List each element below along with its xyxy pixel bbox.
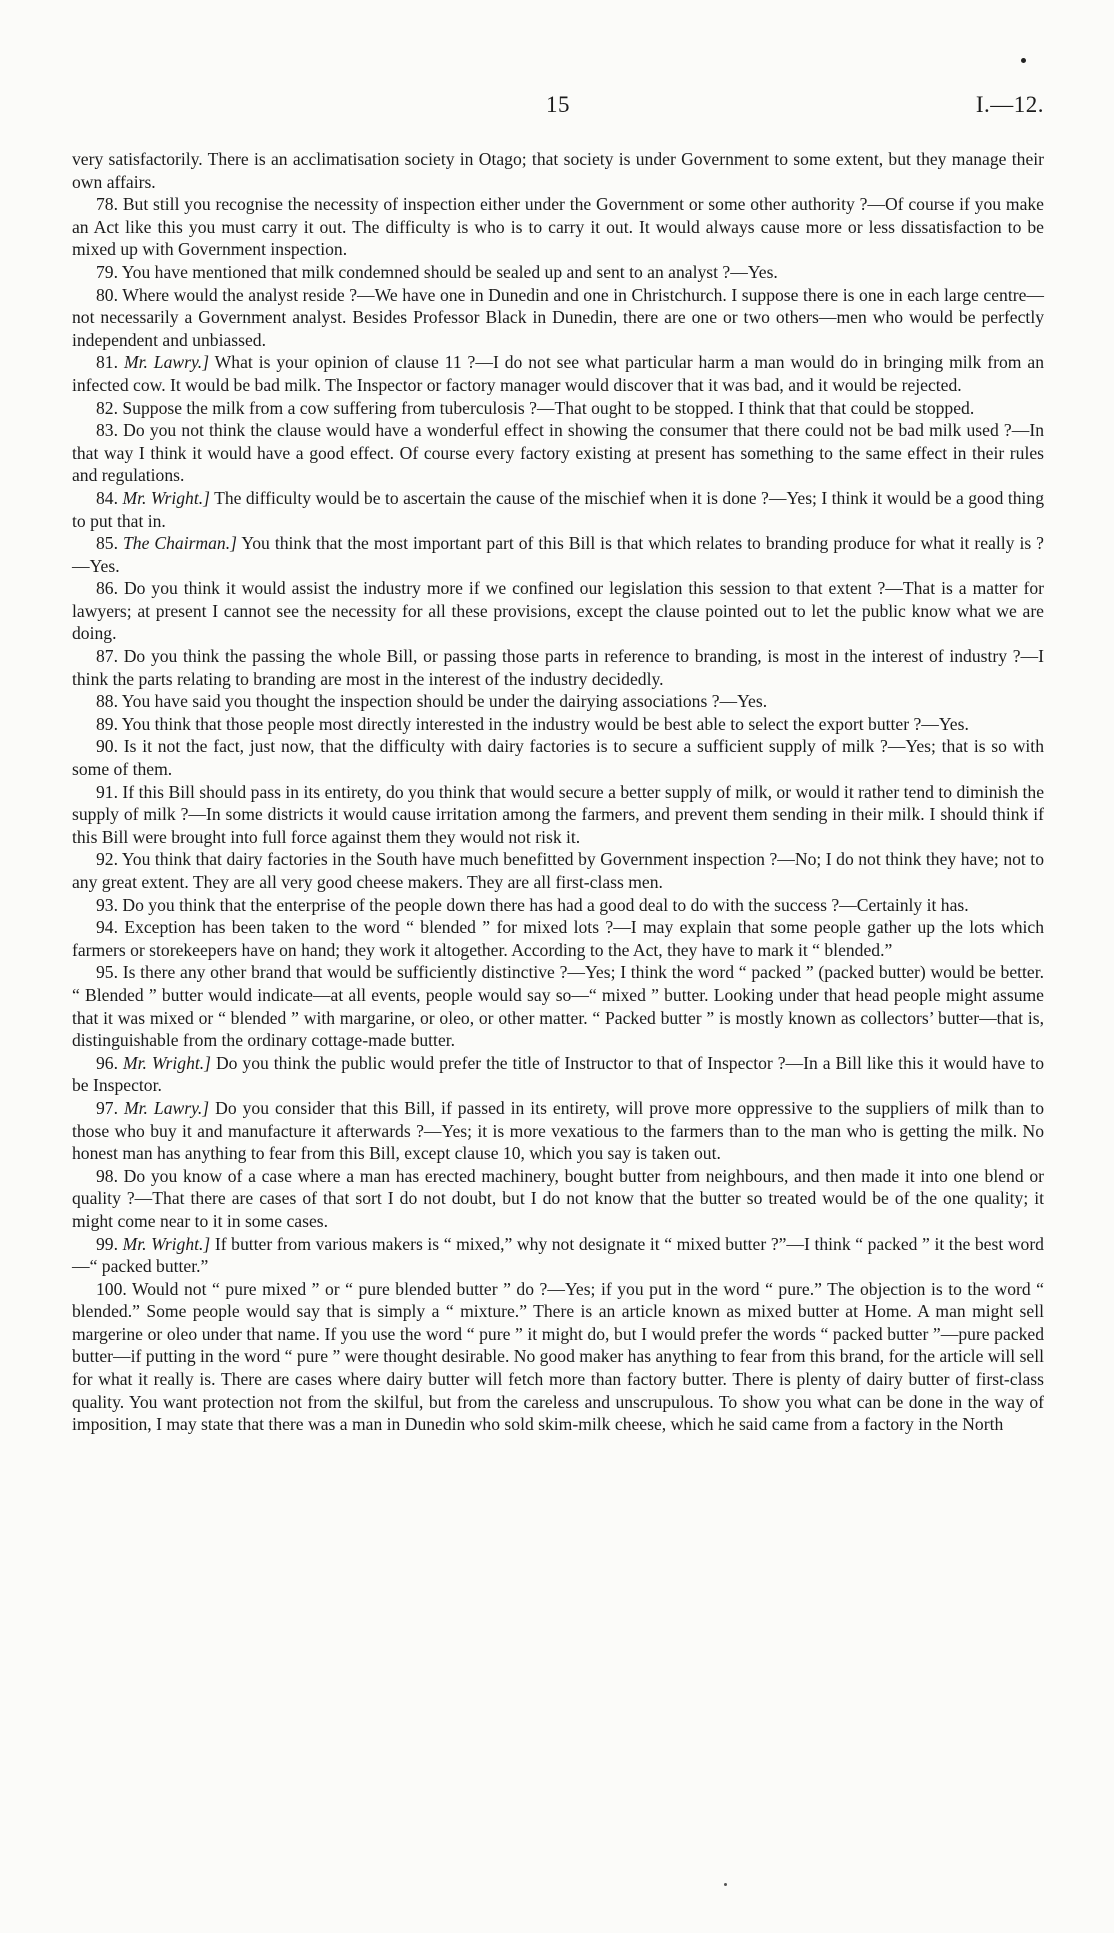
paragraph: 97. Mr. Lawry.] Do you consider that this Bill, if passed in its entirety, will prove more oppressive to the suppliers of milk than to those who buy it and manufacture it afterwards ?—Yes; it is more vexatious to the farmers than to the man who is getting the milk. No honest man has anything to fear from this Bill, except clause 10, which you say is taken out. xyxy=(72,1097,1044,1164)
page-header xyxy=(72,92,1044,148)
speaker-name: Mr. Wright.] xyxy=(122,487,210,508)
speaker-name: Mr. Lawry.] xyxy=(123,1097,210,1118)
footer-mark xyxy=(724,1883,727,1886)
paragraph: 98. Do you know of a case where a man has erected machinery, bought butter from neighbours, and then made it into one blend or quality ?—That there are cases of that sort I do not doubt, but I do not know that the butter so treated would be of the one quality; it might come near to it in some cases. xyxy=(72,1165,1044,1231)
page-number: 15 xyxy=(546,92,570,117)
paragraph: 90. Is it not the fact, just now, that the difficulty with dairy factories is to secure a sufficient supply of milk ?—Yes; that is so with some of them. xyxy=(72,736,1044,780)
speaker-name: Mr. Wright.] xyxy=(122,1233,211,1254)
speaker-name: The Chairman.] xyxy=(122,533,237,554)
paragraph: 94. Exception has been taken to the word “ blended ” for mixed lots ?—I may explain that some people gather up the lots which farmers or storekeepers have on hand; they work it altogether. According to the Act, they have to mark it “ blended.” xyxy=(72,917,1044,960)
speaker-name: Mr. Wright.] xyxy=(122,1052,211,1073)
speaker-name: Mr. Lawry.] xyxy=(123,352,210,373)
paragraph: 78. But still you recognise the necessity of inspection either under the Government or some other authority ?—Of course if you make an Act like this you must carry it out. The difficulty is who is to carry it out. It would always cause more or less dissatisfaction to be mixed up with Government inspection. xyxy=(72,194,1044,260)
paragraph: 88. You have said you thought the inspection should be under the dairying associations ?—Yes. xyxy=(96,691,768,712)
paragraph: 89. You think that those people most directly interested in the industry would be best able to select the export butter ?—Yes. xyxy=(96,713,969,734)
paragraph: 87. Do you think the passing the whole Bill, or passing those parts in reference to branding, is most in the interest of industry ?—I think the parts relating to branding are most in the interest of the industry decidedly. xyxy=(72,646,1044,689)
paragraph: 81. Mr. Lawry.] What is your opinion of clause 11 ?—I do not see what particular harm a man would do in bringing milk from an infected cow. It would be bad milk. The Inspector or factory manager would discover that it was bad, and it would be rejected. xyxy=(72,352,1044,395)
evidence-text xyxy=(72,148,1044,1436)
paragraph: 95. Is there any other brand that would be sufficiently distinctive ?—Yes; I think the word “ packed ” (packed butter) would be better. “ Blended ” butter would indicate—at all events, people would say so—“ mixed ” butter. Looking under that head people might assume that it was mixed or “ blended ” with margarine, or oleo, or other matter. “ Packed butter ” is mostly known as collectors’ butter—that is, distinguishable from the ordinary cottage-made butter. xyxy=(72,962,1044,1051)
paragraph: 82. Suppose the milk from a cow suffering from tuberculosis ?—That ought to be stopped. I think that that could be stopped. xyxy=(96,397,975,418)
stray-dot xyxy=(1021,58,1026,63)
paragraph: 86. Do you think it would assist the industry more if we confined our legislation this session to that extent ?—That is a matter for lawyers; at present I cannot see the necessity for all these provisions, except the clause pointed out to let the public know what we are doing. xyxy=(72,578,1044,644)
paper-reference: I.—12. xyxy=(975,92,1044,117)
paragraph: 96. Mr. Wright.] Do you think the public would prefer the title of Instructor to that of Inspector ?—In a Bill like this it would have to be Inspector. xyxy=(72,1052,1044,1096)
paragraph: 83. Do you not think the clause would have a wonderful effect in showing the consumer that there could not be bad milk used ?—In that way I think it would have a good effect. Of course every factory existing at present has something to the same effect in their rules and regulations. xyxy=(72,420,1044,486)
paragraph: 79. You have mentioned that milk condemned should be sealed up and sent to an analyst ?—Yes. xyxy=(96,261,778,282)
paragraph: 91. If this Bill should pass in its entirety, do you think that would secure a better supply of milk, or would it rather tend to diminish the supply of milk ?—In some districts it would cause irritation among the farmers, and prevent them sending in their milk. I should think if this Bill were brought into full force against them they would not risk it. xyxy=(72,781,1044,847)
paragraph: 100. Would not “ pure mixed ” or “ pure blended butter ” do ?—Yes; if you put in the word “ pure.” The objection is to the word “ blended.” Some people would say that is simply a “ mixture.” There is an article known as mixed butter at Home. A man might sell margerine or oleo under that name. If you use the word “ pure ” it might do, but I would prefer the words “ packed butter ”—pure packed butter—if putting in the word “ pure ” were thought desirable. No good maker has anything to fear from this brand, for the article will sell for what it really is. There are cases where dairy butter will fetch more than factory butter. There is plenty of dairy butter of first-class quality. You want protection not from the skilful, but from the careless and unscrupulous. To show you what can be done in the way of imposition, I may state that there was a man in Dunedin who sold skim-milk cheese, which he said came from a factory in the North xyxy=(72,1278,1044,1435)
paragraph: 93. Do you think that the enterprise of the people down there has had a good deal to do with the success ?—Certainly it has. xyxy=(96,894,969,915)
paragraph: 80. Where would the analyst reside ?—We have one in Dunedin and one in Christchurch. I suppose there is one in each large centre—not necessarily a Government analyst. Besides Professor Black in Dunedin, there are one or two others—men who would be perfectly independent and unbiassed. xyxy=(72,284,1044,350)
paragraph: very satisfactorily. There is an acclimatisation society in Otago; that society is under Government to some extent, but they manage their own affairs. xyxy=(72,149,1044,192)
paragraph: 92. You think that dairy factories in the South have much benefitted by Government inspection ?—No; I do not think they have; not to any great extent. They are all very good cheese makers. They are all first-class men. xyxy=(72,849,1044,892)
paragraph: 99. Mr. Wright.] If butter from various makers is “ mixed,” why not designate it “ mixed butter ?”—I think “ packed ” it the best word—“ packed butter.” xyxy=(72,1233,1044,1277)
paragraph: 85. The Chairman.] You think that the most important part of this Bill is that which relates to branding produce for what it really is ?—Yes. xyxy=(72,533,1044,576)
paragraph: 84. Mr. Wright.] The difficulty would be to ascertain the cause of the mischief when it is done ?—Yes; I think it would be a good thing to put that in. xyxy=(72,487,1044,531)
